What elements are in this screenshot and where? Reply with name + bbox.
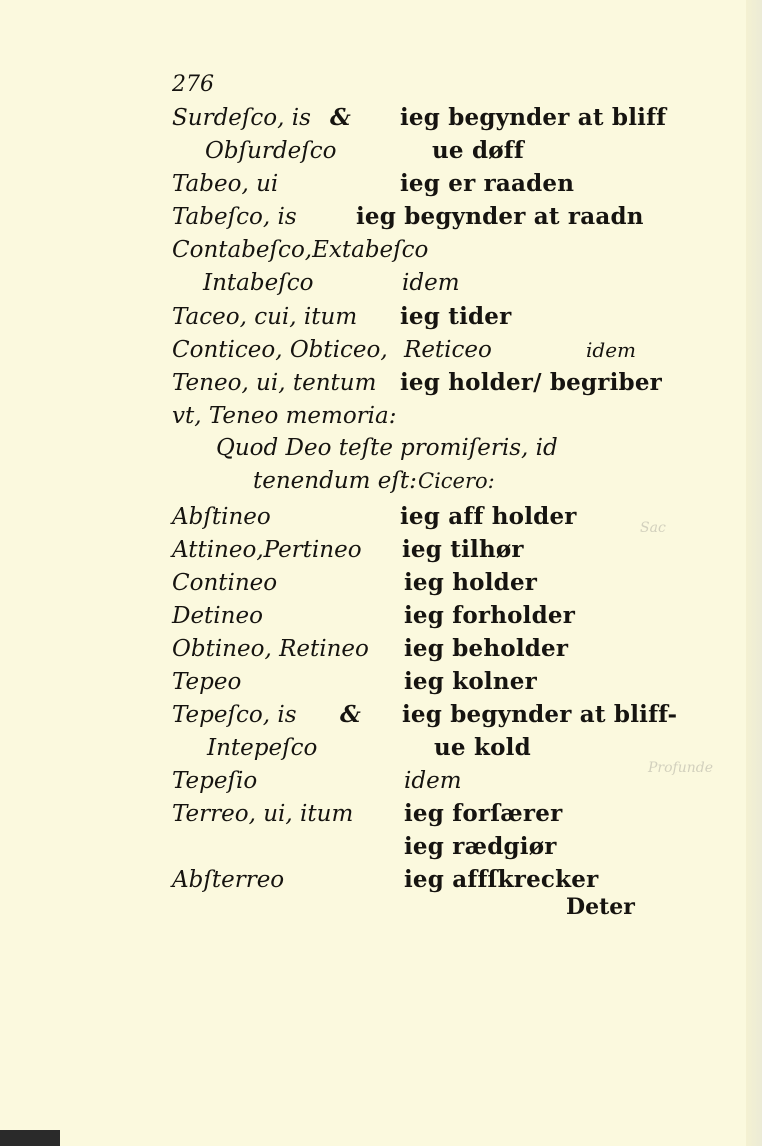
citation: Cicero: xyxy=(418,469,495,493)
translation: idem xyxy=(586,338,636,362)
translation: Reticeo xyxy=(404,337,492,363)
lemma: Teneo, ui, tentum xyxy=(172,370,377,396)
catchword: Deter xyxy=(566,894,635,920)
lemma: Detineo xyxy=(172,603,263,629)
scan-border xyxy=(0,1130,60,1146)
translation: ieg tilhør xyxy=(402,536,524,563)
page-edge xyxy=(746,0,762,1146)
quote-line: Quod Deo teſte xyxy=(216,435,393,461)
lemma: vt, Teneo memoria: xyxy=(172,403,397,429)
quote-line: tenendum eſt: xyxy=(253,468,417,494)
lemma: Abſterreo xyxy=(172,867,285,893)
lemma: Tabeo, ui xyxy=(172,171,279,197)
lemma: Tepeſco, is xyxy=(172,702,297,728)
translation: ieg er raaden xyxy=(400,170,575,197)
translation: ieg rædgiør xyxy=(404,833,557,860)
lemma: Attineo,Pertineo xyxy=(172,537,362,563)
translation: ieg begynder at bliff- xyxy=(402,701,678,728)
lemma: Intabeſco xyxy=(203,270,314,296)
lemma: Tabeſco, is xyxy=(172,204,297,230)
translation: ieg beholder xyxy=(404,635,569,662)
lemma: Conticeo, Obticeo, xyxy=(172,337,388,363)
translation: ieg begynder at bliff xyxy=(400,104,667,131)
lemma: Surdeſco, is xyxy=(172,105,311,131)
lemma: Obſurdeſco xyxy=(205,138,337,164)
lemma: Abſtineo xyxy=(172,504,271,530)
lemma: Intepeſco xyxy=(207,735,318,761)
bleed-through-text: Sac xyxy=(640,520,666,536)
lemma: Contabeſco,Extabeſco xyxy=(172,237,429,263)
translation: ieg aff holder xyxy=(400,503,577,530)
translation: ieg kolner xyxy=(404,668,537,695)
lemma: Tepeſio xyxy=(172,768,258,794)
lemma: Contineo xyxy=(172,570,278,596)
lemma: Tepeo xyxy=(172,669,242,695)
translation: ue kold xyxy=(434,734,531,761)
lemma: Terreo, ui, itum xyxy=(172,801,354,827)
quote-line: promiſeris, id xyxy=(400,435,558,461)
translation: idem xyxy=(404,768,462,794)
ampersand: & xyxy=(340,701,361,728)
lemma: Taceo, cui, itum xyxy=(172,304,358,330)
translation: ieg affſkrecker xyxy=(404,866,599,893)
translation: ieg begynder at raadn xyxy=(356,203,644,230)
translation: ieg tider xyxy=(400,303,512,330)
translation: ieg holder/ begriber xyxy=(400,369,662,396)
translation: ieg holder xyxy=(404,569,538,596)
lemma: Obtineo, Retineo xyxy=(172,636,369,662)
translation: ue døff xyxy=(432,137,524,164)
ampersand: & xyxy=(330,104,351,131)
translation: ieg forſærer xyxy=(404,800,563,827)
translation: ieg forholder xyxy=(404,602,576,629)
bleed-through-text: Profunde xyxy=(648,760,714,776)
page-number: 276 xyxy=(172,72,214,97)
translation: idem xyxy=(402,270,460,296)
